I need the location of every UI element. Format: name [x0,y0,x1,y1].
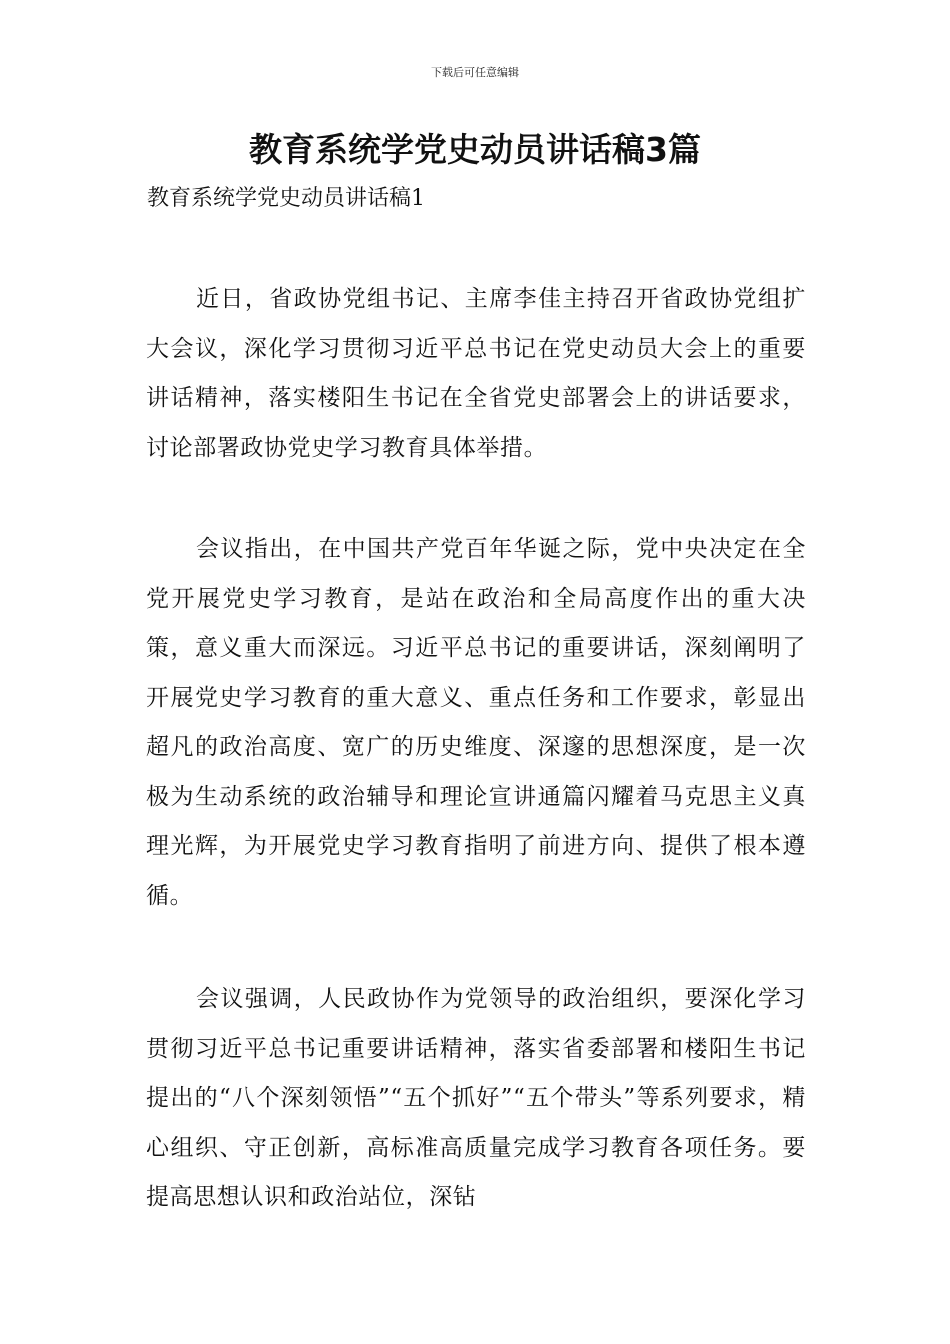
paragraph-block [146,975,806,1223]
document-title: 教育系统学党史动员讲话稿3篇 [249,130,701,169]
paragraph-block [146,275,806,473]
document-subtitle: 教育系统学党史动员讲话稿1 [147,186,425,211]
paragraph-block [146,525,806,921]
paragraph: 会议强调，人民政协作为党领导的政治组织，要深化学习贯彻习近平总书记重要讲话精神，落实省委部署和楼阳生书记提出的“八个深刻领悟”“五个抓好”“五个带头”等系列要求，精心组织、守正创新，高标准高质量完成学习教育各项任务。要提高思想认识和政治站位，深钻 [146,986,806,1210]
header-note: 下载后可任意编辑 [431,66,519,79]
paragraph: 近日，省政协党组书记、主席李佳主持召开省政协党组扩大会议，深化学习贯彻习近平总书记在党史动员大会上的重要讲话精神，落实楼阳生书记在全省党史部署会上的讲话要求，讨论部署政协党史学习教育具体举措。 [146,286,806,461]
paragraph: 会议指出，在中国共产党百年华诞之际，党中央决定在全党开展党史学习教育，是站在政治和全局高度作出的重大决策，意义重大而深远。习近平总书记的重要讲话，深刻阐明了开展党史学习教育的重大意义、重点任务和工作要求，彰显出超凡的政治高度、宽广的历史维度、深邃的思想深度，是一次极为生动系统的政治辅导和理论宣讲通篇闪耀着马克思主义真理光辉，为开展党史学习教育指明了前进方向、提供了根本遵循。 [146,536,806,909]
